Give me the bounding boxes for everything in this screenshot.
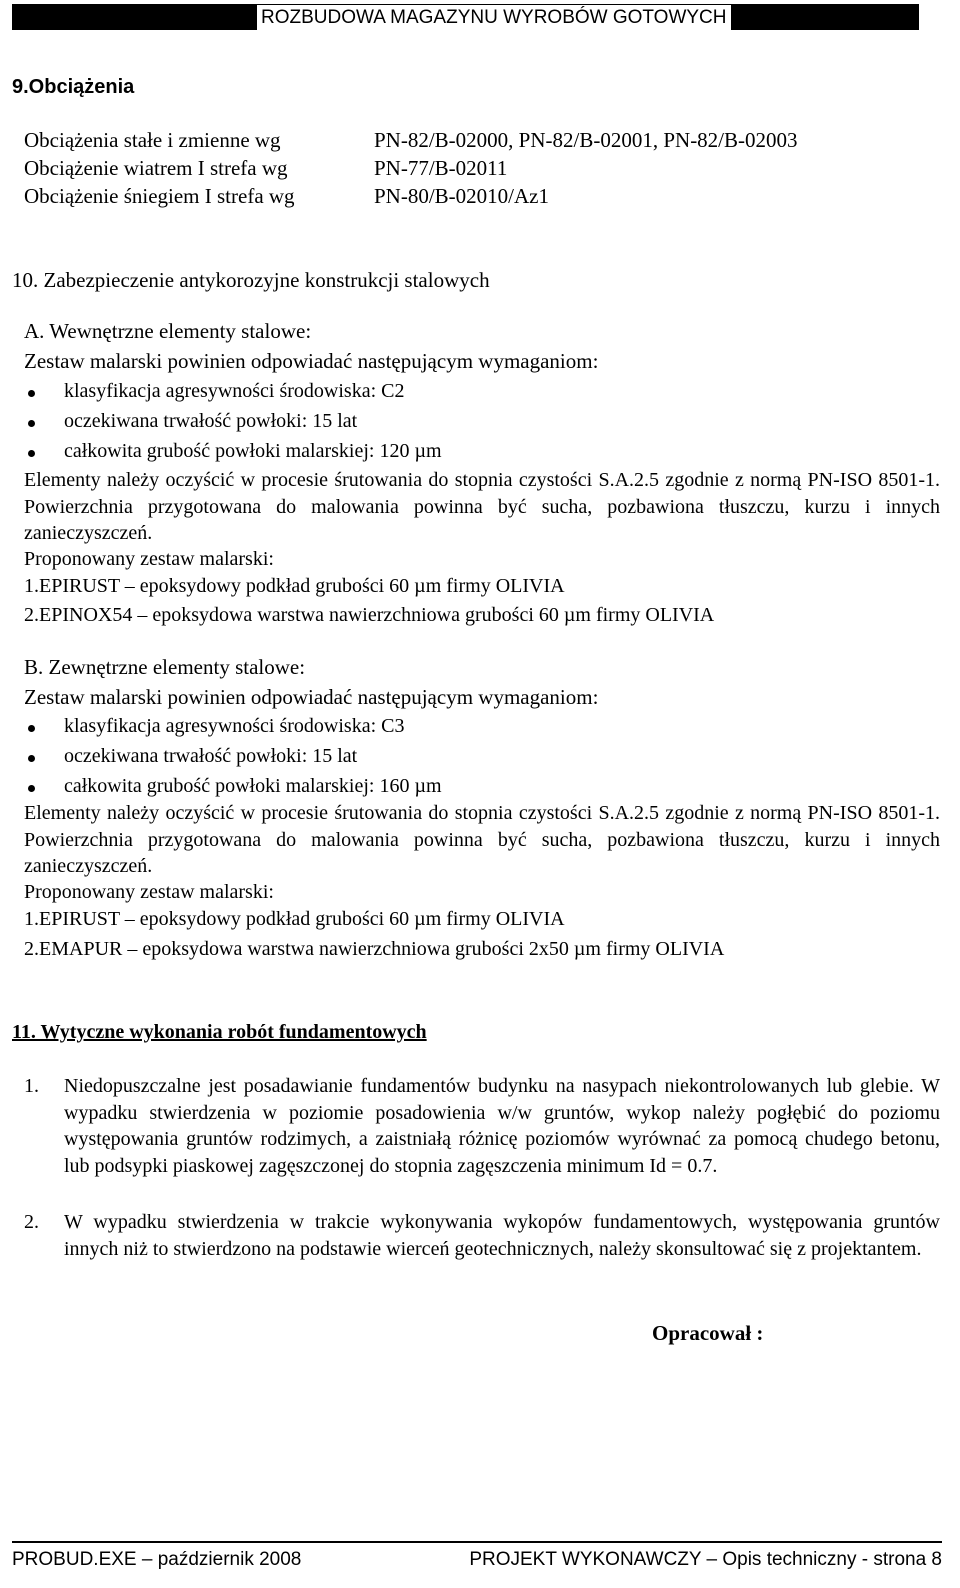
footer-rule	[12, 1541, 942, 1543]
part-b-title: B. Zewnętrzne elementy stalowe:	[24, 655, 306, 679]
bullet-icon	[28, 390, 35, 397]
load-row	[0, 128, 960, 154]
document-title: ROZBUDOWA MAGAZYNU WYROBÓW GOTOWYCH	[257, 5, 731, 31]
bullet-icon	[28, 755, 35, 762]
footer-left: PROBUD.EXE – październik 2008	[12, 1549, 302, 1570]
requirement-item: klasyfikacja agresywności środowiska: C3	[64, 715, 405, 737]
part-b-proposed: Proponowany zestaw malarski:	[24, 881, 274, 903]
part-a-intro: Zestaw malarski powinien odpowiadać następującym wymaganiom:	[24, 349, 599, 373]
load-standard: PN-77/B-02011	[374, 156, 508, 180]
load-standard: PN-80/B-02010/Az1	[374, 184, 549, 208]
paint-item: 1.EPIRUST – epoksydowy podkład grubości 60 µm firmy OLIVIA	[24, 575, 565, 597]
load-label: Obciążenie śniegiem I strefa wg	[24, 184, 295, 208]
section-11-heading: 11. Wytyczne wykonania robót fundamentowych	[12, 1021, 427, 1043]
guideline-text: W wypadku stwierdzenia w trakcie wykonywania wykopów fundamentowych, występowania gruntów innych niż to stwierdzono na podstawie wierceń geotechnicznych, należy skonsultować się z projektantem.	[64, 1211, 940, 1260]
part-a-proposed: Proponowany zestaw malarski:	[24, 548, 274, 570]
part-a-title: A. Wewnętrzne elementy stalowe:	[24, 319, 312, 343]
part-b-paragraph: Elementy należy oczyścić w procesie śrutowania do stopnia czystości S.A.2.5 zgodnie z normą PN-ISO 8501-1. Powierzchnia przygotowana do malowania powinna być sucha, pozbawiona tłuszczu, kurzu i innych zanieczyszczeń.	[24, 802, 940, 877]
load-row	[0, 184, 960, 210]
load-row	[0, 156, 960, 182]
requirement-item: całkowita grubość powłoki malarskiej: 120 µm	[64, 440, 442, 462]
footer-right: PROJEKT WYKONAWCZY – Opis techniczny - strona 8	[469, 1549, 942, 1570]
signature-label: Opracował :	[652, 1321, 764, 1345]
bullet-icon	[28, 450, 35, 457]
guideline-number: 1.	[24, 1075, 39, 1097]
part-a-paragraph: Elementy należy oczyścić w procesie śrutowania do stopnia czystości S.A.2.5 zgodnie z normą PN-ISO 8501-1. Powierzchnia przygotowana do malowania powinna być sucha, pozbawiona tłuszczu, kurzu i innych zanieczyszczeń.	[24, 469, 940, 544]
guideline-text: Niedopuszczalne jest posadawianie fundamentów budynku na nasypach niekontrolowanych lub glebie. W wypadku stwierdzenia w poziomie posadowienia w/w gruntów, wykop należy pogłębić do poziomu występowania gruntów rodzimych, a zaistniałą różnicę poziomów wyrównać za pomocą chudego betonu, lub podsypki piaskowej zagęszczonej do stopnia zagęszczenia minimum Id = 0.7.	[64, 1075, 940, 1177]
requirement-item: oczekiwana trwałość powłoki: 15 lat	[64, 745, 358, 767]
requirement-item: klasyfikacja agresywności środowiska: C2	[64, 380, 405, 402]
load-standard: PN-82/B-02000, PN-82/B-02001, PN-82/B-02003	[374, 128, 798, 152]
guideline-number: 2.	[24, 1211, 39, 1233]
bullet-icon	[28, 725, 35, 732]
load-label: Obciążenie wiatrem I strefa wg	[24, 156, 288, 180]
section-9-heading: 9.Obciążenia	[12, 76, 135, 98]
guideline-item	[24, 1073, 940, 1179]
section-10-heading: 10. Zabezpieczenie antykorozyjne konstrukcji stalowych	[12, 268, 490, 292]
bullet-icon	[28, 420, 35, 427]
bullet-icon	[28, 785, 35, 792]
requirement-item: całkowita grubość powłoki malarskiej: 160 µm	[64, 775, 442, 797]
paint-item: 2.EPINOX54 – epoksydowa warstwa nawierzchniowa grubości 60 µm firmy OLIVIA	[24, 604, 715, 626]
load-label: Obciążenia stałe i zmienne wg	[24, 128, 281, 152]
guideline-item	[24, 1209, 940, 1262]
paint-item: 1.EPIRUST – epoksydowy podkład grubości 60 µm firmy OLIVIA	[24, 908, 565, 930]
part-b-intro: Zestaw malarski powinien odpowiadać następującym wymaganiom:	[24, 685, 599, 709]
paint-item: 2.EMAPUR – epoksydowa warstwa nawierzchniowa grubości 2x50 µm firmy OLIVIA	[24, 938, 725, 960]
requirement-item: oczekiwana trwałość powłoki: 15 lat	[64, 410, 358, 432]
